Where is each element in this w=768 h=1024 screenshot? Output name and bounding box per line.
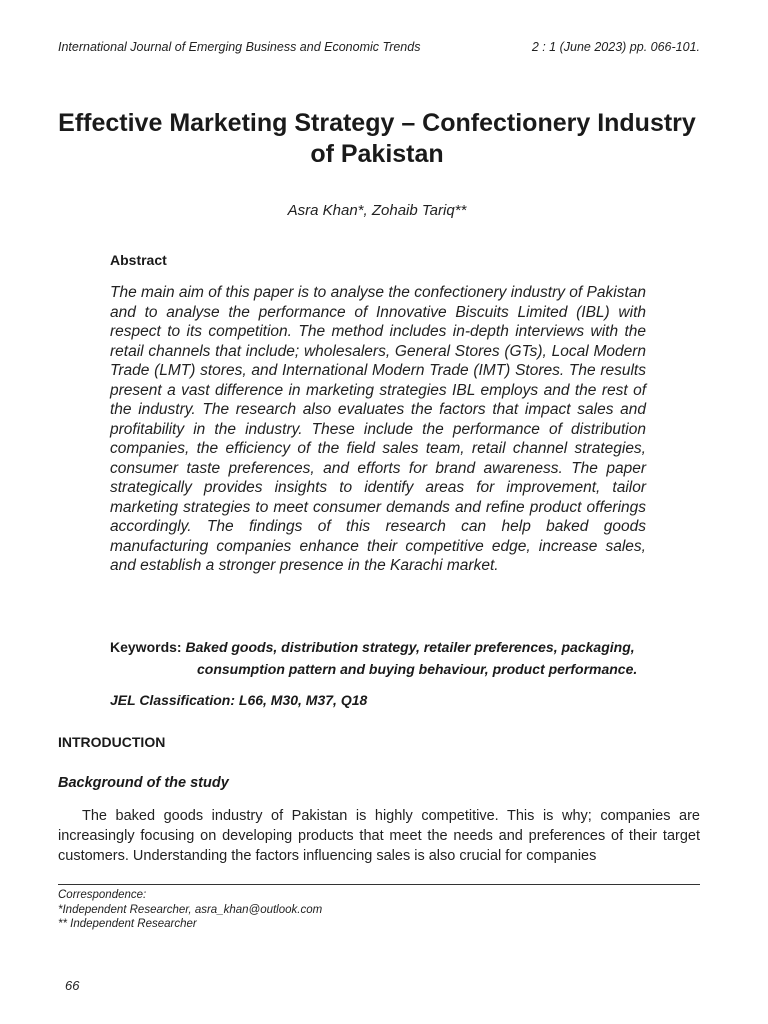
keywords-line-2: consumption pattern and buying behaviour, product performance.: [197, 661, 638, 677]
running-header: [58, 40, 700, 54]
authors: Asra Khan*, Zohaib Tariq**: [287, 202, 467, 219]
abstract-text: The main aim of this paper is to analyse the confectionery industry of Pakistan and to analyse the performance of Innovative Biscuits Limited (IBL) with respect to its competition. The method includes in-depth interviews with the retail channels that include; wholesalers, General Stores (GTs), Local Modern Trade (LMT) stores, and International Modern Trade (IMT) Stores. The results present a vast difference in marketing strategies IBL employs and the rest of the industry. The research also evaluates the factors that impact sales and profitability in the industry. These include the performance of distribution companies, the efficiency of the field sales team, retail channel strategies, consumer taste preferences, and efforts for brand awareness. The paper strategically provides insights to identify areas for improvement, tailor marketing strategies to meet consumer demands and refine product offerings accordingly. The findings of this research can help baked goods manufacturing companies enhance their competitive edge, increase sales, and establish a stronger presence in the Karachi market.: [110, 284, 646, 574]
introduction-heading: INTRODUCTION: [58, 734, 166, 750]
keywords-line-1: Baked goods, distribution strategy, retailer preferences, packaging,: [185, 639, 635, 655]
page-number: 66: [65, 978, 80, 993]
footnote-author-2: ** Independent Researcher: [58, 918, 197, 930]
paper-title: Effective Marketing Strategy – Confectionery Industry of Pakistan: [58, 109, 696, 168]
correspondence-label: Correspondence:: [58, 889, 147, 901]
keywords: [110, 636, 710, 680]
footnote-author-1: *Independent Researcher, asra_khan@outlook.com: [58, 903, 323, 916]
introduction-paragraph: The baked goods industry of Pakistan is highly competitive. This is why; companies are increasingly focusing on developing products that meet the needs and preferences of their target customers. Understanding the factors influencing sales is also crucial for companies: [58, 808, 700, 864]
keywords-label: Keywords:: [110, 639, 182, 655]
issue-info: 2 : 1 (June 2023) pp. 066-101.: [531, 40, 700, 54]
abstract-heading: Abstract: [110, 252, 167, 268]
footnote-divider: [58, 884, 700, 885]
footnotes: [58, 888, 322, 932]
jel-classification: JEL Classification: L66, M30, M37, Q18: [110, 692, 368, 708]
background-subheading: Background of the study: [58, 775, 229, 791]
journal-name: International Journal of Emerging Business and Economic Trends: [58, 40, 421, 54]
